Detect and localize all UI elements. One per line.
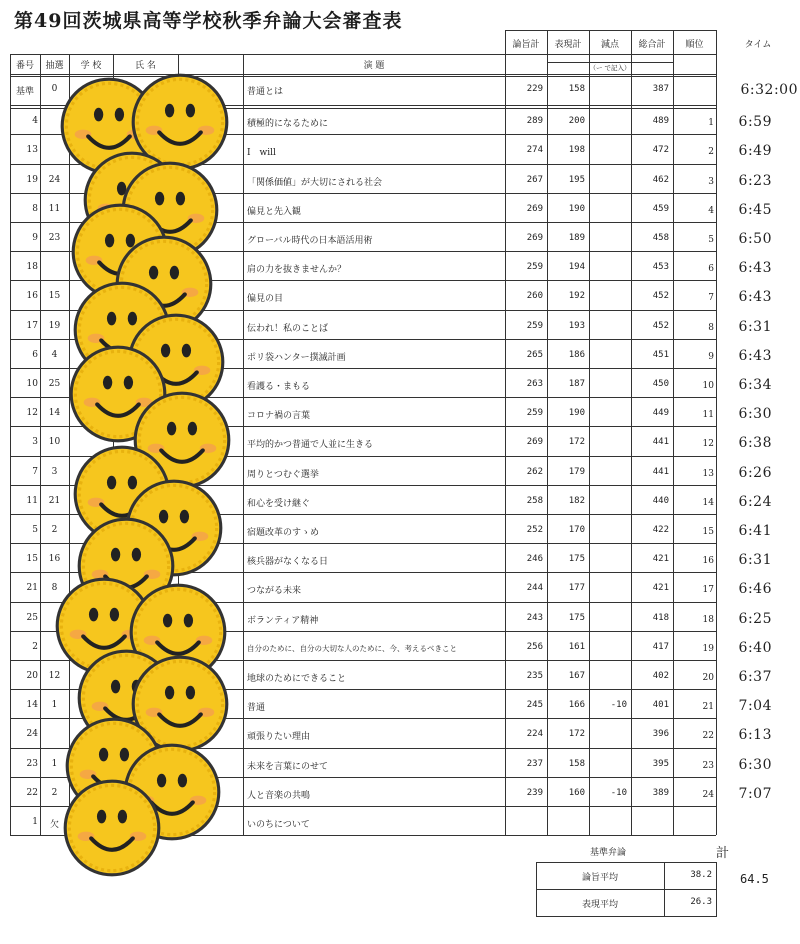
row-total-score: 459 [652,203,669,214]
row-speech-title: つながる未来 [247,586,302,597]
row-lot: 23 [48,233,61,243]
row-rank: 18 [702,614,714,625]
row-rank: 2 [708,147,714,158]
row-rank: 6 [708,264,714,275]
row-total-score: 402 [652,671,669,681]
row-expression-score: 186 [568,349,585,360]
row-lot: 2 [51,525,58,535]
row-number: 3 [32,437,38,448]
row-total-score: 418 [652,612,669,623]
row-number: 13 [26,145,38,156]
row-expression-score: 195 [568,174,585,185]
row-total-score: 396 [652,729,669,740]
header-name: 氏 名 [135,61,156,71]
row-time: 6:59 [738,114,772,131]
row-expression-score: 166 [568,700,585,711]
row-number: 18 [26,262,38,273]
row-total-score: 441 [652,437,669,448]
row-lot: 24 [48,174,61,185]
row-expression-score: 175 [568,554,585,565]
row-content-score: 256 [526,641,543,652]
row-number: 8 [32,203,38,214]
row-number: 1 [32,817,38,827]
row-time: 6:30 [738,406,772,423]
row-total-score: 440 [652,495,669,506]
row-total-score: 417 [652,641,669,652]
row-total-score: 421 [652,554,669,565]
row-expression-score: 172 [568,729,585,740]
row-total-score: 472 [652,145,669,156]
row-rank: 7 [708,293,714,304]
row-lot: 1 [51,758,58,769]
row-content-score: 246 [526,554,543,565]
row-time: 6:43 [738,289,772,306]
row-time: 6:45 [738,201,772,218]
row-content-score: 259 [526,408,543,419]
row-number: 24 [26,729,38,740]
row-speech-title: 自分のために、自分の大切な人のために、今、考えるべきこと [247,643,457,653]
row-time: 6:30 [738,756,772,773]
row-expression-score: 187 [568,379,585,389]
row-time: 6:34 [738,377,772,393]
row-content-score: 252 [526,525,543,535]
row-content-score: 244 [526,583,543,594]
row-rank: 20 [702,673,714,683]
row-number: 2 [32,641,38,652]
row-total-score: 450 [652,379,669,389]
row-speech-title: 頑張りたい理由 [247,732,311,743]
row-rank: 15 [702,527,714,537]
row-total-score: 451 [652,349,669,360]
baseline-total: 387 [652,84,669,94]
row-lot: 12 [48,671,61,681]
row-speech-title: 周りとつむぐ選挙 [247,469,319,480]
row-expression-score: 175 [568,612,585,623]
row-speech-title: 肩の力を抜きませんか？ [247,265,347,276]
row-lot: 14 [48,408,61,419]
row-expression-score: 189 [568,233,585,243]
row-content-score: 267 [526,174,543,185]
row-lot: 15 [48,291,61,302]
row-content-score: 235 [526,671,543,681]
row-speech-title: 「関係価値」が大切にされる社会 [247,177,383,188]
row-speech-title: 積極的になるために [247,119,329,130]
row-number: 12 [26,408,38,419]
row-rank: 13 [702,468,714,479]
table-rule [505,30,716,31]
row-expression-score: 172 [568,437,585,448]
row-lot: 8 [51,583,58,594]
row-rank: 10 [702,381,714,391]
row-number: 7 [32,466,38,477]
row-speech-title: 未来を言葉にのせて [247,761,329,772]
row-content-score: 259 [526,262,543,273]
row-deduction: -10 [610,787,627,798]
row-speech-title: 宿題改革のすゝめ [247,528,320,538]
header-school: 学 校 [80,61,102,71]
row-lot: 欠 [49,820,59,830]
row-expression-score: 167 [568,671,585,681]
row-content-score: 224 [526,729,543,740]
row-speech-title: ポリ袋ハンター撲滅計画 [247,352,346,363]
row-content-score: 269 [526,233,543,243]
summary-total-label: 計 [716,846,730,861]
row-total-score: 452 [652,320,669,331]
row-number: 21 [26,583,38,594]
row-speech-title: ボランティア精神 [247,615,319,626]
row-rank: 3 [708,176,714,187]
table-rule [536,862,716,863]
row-deduction: -10 [610,700,627,711]
header-lot: 抽選 [45,61,64,71]
row-number: 15 [26,554,38,565]
row-number: 16 [26,291,38,302]
summary-expression-avg-label: 表現平均 [581,900,618,910]
row-total-score: 441 [652,466,669,477]
row-number: 14 [26,700,38,711]
row-lot: 19 [48,320,61,331]
row-content-score: 265 [526,349,543,360]
row-time: 6:26 [738,464,772,481]
row-expression-score: 190 [568,203,585,214]
row-content-score: 274 [526,145,543,156]
header-deduction-note: （ー で記入） [589,64,631,72]
row-number: 19 [26,174,38,185]
row-lot: 25 [48,379,61,389]
baseline-time: 6:32:00 [740,82,798,98]
summary-expression-avg: 26.3 [690,897,712,907]
row-speech-title: 人と音楽の共鳴 [247,790,311,801]
row-rank: 5 [708,235,714,245]
row-time: 6:23 [738,172,772,189]
row-content-score: 263 [526,379,543,389]
row-time: 6:40 [738,639,772,656]
row-speech-title: 地球のためにできること [247,674,347,684]
row-rank: 16 [702,556,714,567]
row-number: 17 [26,320,38,331]
row-time: 6:38 [738,435,772,452]
summary-content-avg-label: 論旨平均 [581,873,618,883]
row-expression-score: 158 [568,758,585,769]
row-expression-score: 182 [568,495,585,506]
row-rank: 17 [702,585,714,596]
row-number: 6 [32,349,38,360]
row-number: 22 [26,787,38,798]
row-time: 6:37 [738,669,772,685]
row-number: 20 [26,671,38,681]
row-number: 10 [26,379,38,389]
row-time: 6:13 [738,727,772,744]
row-expression-score: 161 [568,641,585,652]
baseline-no: 基準 [15,87,34,97]
row-total-score: 395 [652,758,669,769]
table-rule [536,916,716,917]
row-content-score: 262 [526,466,543,477]
row-total-score: 458 [652,233,669,243]
row-time: 6:49 [738,143,772,160]
row-total-score: 462 [652,174,669,185]
row-rank: 8 [708,322,714,333]
row-content-score: 239 [526,787,543,798]
row-lot: 2 [51,787,58,798]
row-speech-title: 伝われ！私のことば [247,323,329,334]
row-expression-score: 200 [568,116,585,127]
summary-content-avg: 38.2 [690,870,712,880]
row-rank: 11 [702,410,714,421]
row-time: 6:43 [738,260,772,277]
row-rank: 14 [702,497,714,508]
row-time: 6:43 [738,347,772,364]
row-expression-score: 170 [568,525,585,535]
row-time: 6:25 [738,610,772,627]
row-rank: 9 [708,351,714,362]
row-number: 9 [32,233,38,243]
row-total-score: 453 [652,262,669,273]
header-content-total: 論旨計 [512,40,540,50]
row-rank: 1 [708,118,714,129]
header-deduction: 減点 [600,40,619,50]
row-rank: 23 [702,760,714,771]
row-time: 6:31 [738,318,772,335]
header-rank: 順位 [685,40,704,50]
row-speech-title: コロナ禍の言葉 [247,411,311,422]
row-expression-score: 179 [568,466,585,477]
row-total-score: 452 [652,291,669,302]
row-number: 11 [26,495,38,506]
row-content-score: 269 [526,437,543,448]
row-total-score: 449 [652,408,669,419]
row-number: 23 [26,758,38,769]
baseline-title: 普通とは [247,87,284,97]
header-no: 番号 [15,61,34,71]
row-expression-score: 190 [568,408,585,419]
header-time: タイム [744,40,772,50]
smiley-face-icon [60,776,164,880]
row-number: 25 [26,612,38,623]
row-total-score: 489 [652,116,669,127]
row-rank: 21 [702,702,714,713]
row-speech-title: 偏見と先入観 [247,206,302,217]
row-content-score: 258 [526,495,543,506]
row-speech-title: 看護る・まもる [247,382,311,392]
row-lot: 4 [51,349,58,360]
row-rank: 24 [702,789,714,800]
row-lot: 21 [48,495,61,506]
row-speech-title: 和心を受け継ぐ [247,498,311,509]
row-time: 7:04 [738,698,772,715]
row-expression-score: 198 [568,145,585,156]
table-rule [716,862,717,917]
row-expression-score: 194 [568,262,585,273]
row-speech-title: 平均的かつ普通で人並に生きる [247,440,374,451]
row-lot: 10 [48,437,61,448]
row-content-score: 237 [526,758,543,769]
row-expression-score: 160 [568,787,585,798]
table-rule [536,889,716,890]
row-speech-title: 普通 [247,703,266,714]
row-total-score: 421 [652,583,669,594]
row-rank: 4 [708,205,714,216]
row-time: 6:46 [738,581,772,598]
sheet-title: 第49回茨城県高等学校秋季弁論大会審査表 [14,10,403,32]
row-speech-title: 偏見の目 [247,294,284,305]
row-total-score: 422 [652,525,669,535]
header-topic: 演 題 [363,61,385,71]
row-content-score: 289 [526,116,543,127]
row-time: 6:24 [738,493,772,510]
row-rank: 19 [702,643,714,654]
summary-baseline-label: 基準弁論 [590,848,627,858]
row-rank: 12 [702,439,714,450]
header-grand-total: 総合計 [638,40,666,50]
row-time: 6:41 [738,523,772,539]
row-content-score: 260 [526,291,543,302]
row-number: 4 [32,116,38,127]
row-content-score: 259 [526,320,543,331]
row-speech-title: I will [247,148,276,159]
row-expression-score: 192 [568,291,585,302]
baseline-expression: 158 [568,84,585,94]
row-time: 7:07 [738,785,772,802]
row-speech-title: グローバル時代の日本語活用術 [247,236,373,246]
row-content-score: 269 [526,203,543,214]
row-total-score: 401 [652,700,669,711]
header-expression-total: 表現計 [554,40,582,50]
baseline-lot: 0 [51,84,58,94]
row-speech-title: 核兵器がなくなる日 [247,557,329,568]
row-lot: 16 [48,554,61,565]
row-total-score: 389 [652,787,669,798]
table-rule [10,54,716,55]
row-speech-title: いのちについて [247,820,310,830]
row-time: 6:31 [738,552,772,569]
row-lot: 11 [48,203,61,214]
row-expression-score: 193 [568,320,585,331]
row-rank: 22 [702,731,714,742]
baseline-content: 229 [526,84,543,94]
row-number: 5 [32,525,38,535]
row-content-score: 243 [526,612,543,623]
row-lot: 1 [51,700,58,711]
table-rule [589,30,590,835]
row-content-score: 245 [526,700,543,711]
row-expression-score: 177 [568,583,585,594]
summary-total-value: 64.5 [740,872,769,886]
row-lot: 3 [51,466,58,477]
row-time: 6:50 [738,231,772,247]
